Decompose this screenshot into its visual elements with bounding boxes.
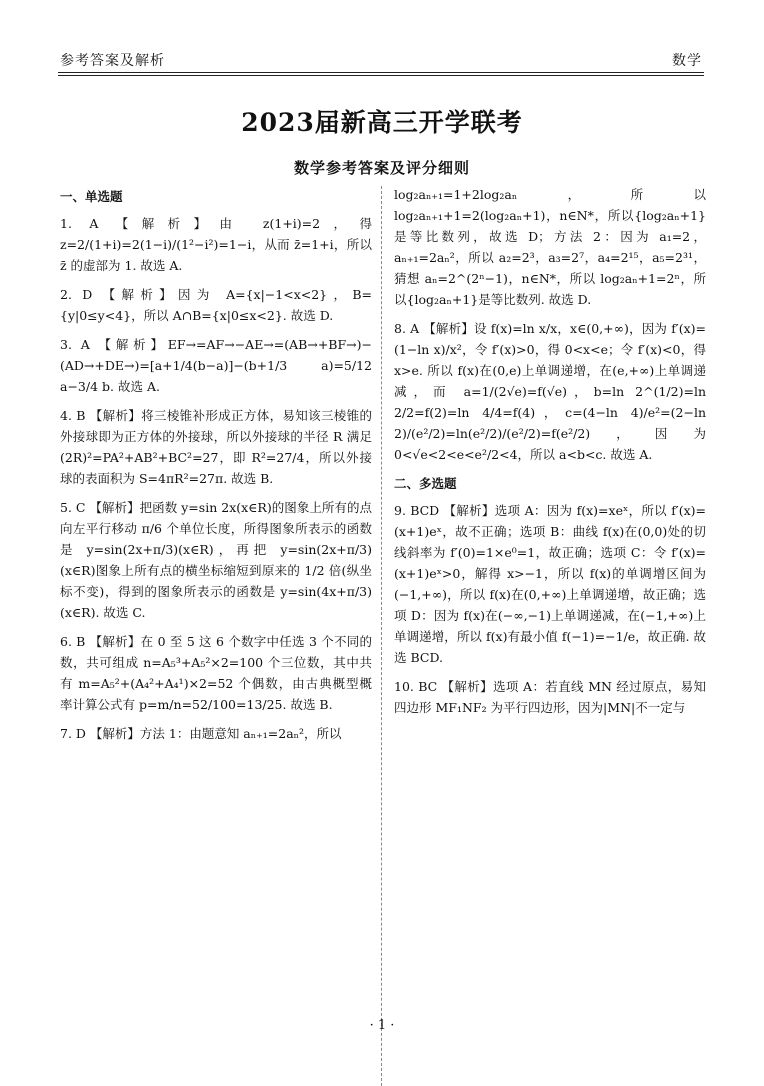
header-subject: 数学 bbox=[672, 53, 702, 69]
answer-item: 4. B 【解析】将三棱锥补形成正方体，易知该三棱锥的外接球即为正方体的外接球，所以外接球的半径 R 满足(2R)²=PA²+AB²+BC²=27，即 R²=27/4，所以外接球的表面积为 S=4πR²=27π. 故选 B. bbox=[60, 408, 372, 486]
section-heading: 一、单选题 bbox=[60, 189, 123, 204]
left-column bbox=[60, 184, 372, 752]
page-title: 2023届新高三开学联考 bbox=[241, 108, 523, 137]
answer-item: 10. BC 【解析】选项 A：若直线 MN 经过原点，易知四边形 MF₁NF₂ 为平行四边形，因为|MN|不一定与 bbox=[394, 679, 706, 715]
answer-item: 8. A 【解析】设 f(x)=ln x/x，x∈(0,+∞)，因为 f′(x)=(1−ln x)/x²，令 f′(x)>0，得 0<x<e；令 f′(x)<0，得 x>e. 所以 f(x)在(0,e)上单调递增，在(e,+∞)上单调递减，而 a=1/(2√e)=f(√e)，b=ln 2^(1/2)=ln 2/2=f(2)=ln 4/4=f(4)，c=(4−ln 4)/e²=(2−ln 2)/(e²/2)=ln(e²/2)/(e²/2)=f(e²/2)，因为 0<√e<2<e<e²/2<4，所以 a<b<c. 故选 A. bbox=[394, 321, 706, 462]
page-subtitle: 数学参考答案及评分细则 bbox=[293, 159, 470, 177]
header-left: 参考答案及解析 bbox=[60, 53, 165, 69]
answer-item: 3. A 【解析】EF→=AF→−AE→=(AB→+BF→)−(AD→+DE→)=[a+1/4(b−a)]−(b+1/3 a)=5/12 a−3/4 b. 故选 A. bbox=[60, 337, 372, 394]
section-heading: 二、多选题 bbox=[394, 476, 457, 491]
right-column bbox=[394, 184, 706, 726]
page-number: · 1 · bbox=[369, 1018, 395, 1033]
answer-item: 6. B 【解析】在 0 至 5 这 6 个数字中任选 3 个不同的数，共可组成 n=A₅³+A₅²×2=100 个三位数，其中共有 m=A₅²+(A₄²+A₄¹)×2=52 个偶数，由古典概型概率计算公式有 p=m/n=52/100=13/25. 故选 B. bbox=[60, 634, 372, 712]
header-rule bbox=[58, 72, 704, 76]
answer-item: 5. C 【解析】把函数 y=sin 2x(x∈R)的图象上所有的点向左平行移动 π/6 个单位长度，所得图象所表示的函数是 y=sin(2x+π/3)(x∈R)，再把 y=sin(2x+π/3)(x∈R)图象上所有点的横坐标缩短到原来的 1/2 倍(纵坐标不变)，得到的图象所表示的函数是 y=sin(4x+π/3)(x∈R). 故选 C. bbox=[60, 500, 372, 620]
answer-item: 9. BCD 【解析】选项 A：因为 f(x)=xeˣ，所以 f′(x)=(x+1)eˣ，故不正确；选项 B：曲线 f(x)在(0,0)处的切线斜率为 f′(0)=1×e⁰=1，故正确；选项 C：令 f′(x)=(x+1)eˣ>0，解得 x>−1，所以 f(x)的单调增区间为(−1,+∞)，所以 f(x)在(0,+∞)上单调递增，故正确；选项 D：因为 f(x)在(−∞,−1)上单调递减，在(−1,+∞)上单调递增，所以 f(x)有最小值 f(−1)=−1/e，故正确. 故选 BCD. bbox=[394, 503, 706, 665]
answer-item: 1. A 【解析】由 z(1+i)=2，得 z=2/(1+i)=2(1−i)/(1²−i²)=1−i，从而 z̄=1+i，所以 z̄ 的虚部为 1. 故选 A. bbox=[60, 216, 372, 273]
column-divider bbox=[381, 186, 382, 1086]
answer-item: 7. D 【解析】方法 1：由题意知 aₙ₊₁=2aₙ²，所以 bbox=[60, 726, 342, 741]
answer-item: 2. D 【解析】因为 A={x|−1<x<2}，B={y|0≤y<4}，所以 A∩B={x|0≤x<2}. 故选 D. bbox=[60, 287, 372, 323]
answer-item: log₂aₙ₊₁=1+2log₂aₙ，所以 log₂aₙ₊₁+1=2(log₂aₙ+1)，n∈N*，所以{log₂aₙ+1}是等比数列，故选 D；方法 2：因为 a₁=2，aₙ₊₁=2aₙ²，所以 a₂=2³，a₃=2⁷，a₄=2¹⁵，a₅=2³¹，猜想 aₙ=2^(2ⁿ−1)，n∈N*，所以 log₂aₙ+1=2ⁿ，所以{log₂aₙ+1}是等比数列. 故选 D. bbox=[394, 187, 706, 307]
